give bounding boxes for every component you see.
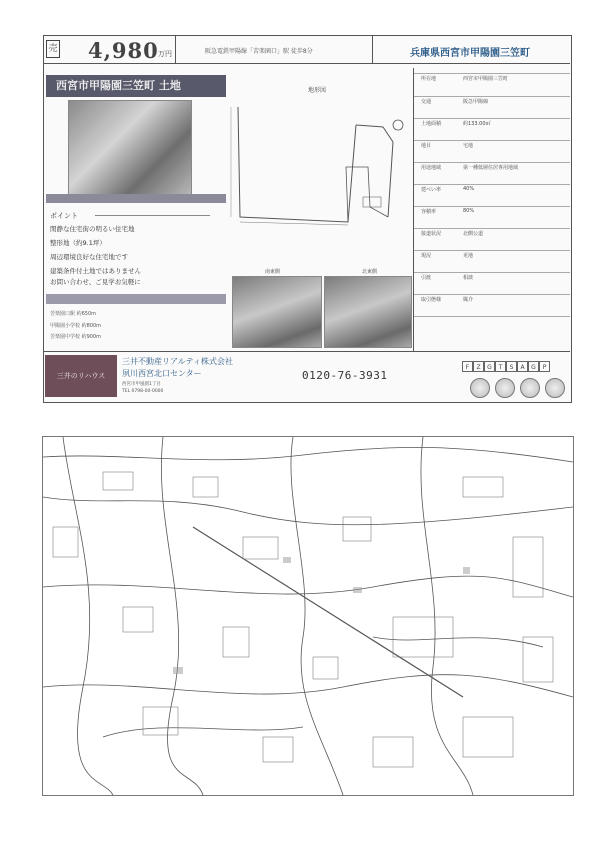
info-label: 所在地 — [421, 76, 437, 82]
nearby-band — [46, 294, 226, 304]
nearby-item: 苦楽園口駅 約650m — [50, 311, 97, 317]
nearby-item: 苦楽園中学校 約900m — [50, 334, 102, 340]
freecall-number: 0120-76-3931 — [302, 369, 388, 382]
code-cell: S — [506, 361, 517, 372]
info-label: 取引態様 — [421, 297, 442, 303]
code-cell: F — [462, 361, 473, 372]
photo-caption: 北東側 — [362, 269, 378, 275]
code-cell: G — [484, 361, 495, 372]
header-divider — [175, 35, 176, 63]
info-value: 阪急甲陽線 — [463, 99, 489, 105]
info-value: 80% — [463, 208, 475, 214]
info-label: 現況 — [421, 253, 432, 259]
nearby-item: 甲陽園小学校 約800m — [50, 323, 102, 329]
photo-caption-band — [46, 194, 226, 203]
info-value: 更地 — [463, 253, 474, 259]
info-value: 媒介 — [463, 297, 474, 303]
stamp-icon — [545, 378, 565, 398]
point-heading: ポイント — [50, 212, 78, 220]
info-label: 土地面積 — [421, 121, 442, 127]
info-label: 用途地域 — [421, 165, 442, 171]
point-item: お問い合わせ、ご見学お気軽に — [50, 278, 141, 286]
property-photo — [68, 100, 192, 196]
info-value: 西宮市甲陽園三笠町 — [463, 76, 509, 82]
price-unit: 万円 — [158, 50, 172, 58]
code-cell: T — [495, 361, 506, 372]
header-divider — [372, 35, 373, 63]
lot-plan-diagram — [228, 87, 413, 267]
code-cell: P — [539, 361, 550, 372]
code-grid — [462, 354, 567, 371]
table-divider — [413, 68, 414, 351]
info-label: 地目 — [421, 143, 432, 149]
location-title: 兵庫県西宮市甲陽園三笠町 — [410, 48, 530, 59]
info-value: 約133.00㎡ — [463, 121, 491, 127]
info-value: 北側公道 — [463, 231, 484, 237]
code-cell: Z — [473, 361, 484, 372]
info-label: 交通 — [421, 99, 432, 105]
site-photo-southeast — [232, 276, 322, 348]
code-cell: A — [517, 361, 528, 372]
info-label: 建ぺい率 — [421, 187, 442, 193]
point-item: 周辺環境良好な住宅地です — [50, 253, 128, 261]
brand-logo: 三井のリハウス — [45, 355, 117, 397]
point-item: 整形地（約9.1坪） — [50, 239, 106, 247]
area-map — [42, 436, 574, 796]
code-cell: G — [528, 361, 539, 372]
photo-caption: 南東側 — [265, 269, 281, 275]
address-line: 西宮市甲風園1丁目 — [122, 382, 161, 387]
info-value: 相談 — [463, 275, 474, 281]
property-info-table — [413, 68, 570, 351]
access-text: 阪急電鉄甲陽線「苦楽園口」駅 徒歩8分 — [205, 48, 313, 55]
price: 4,980 — [88, 38, 159, 63]
plan-title: 地形図 — [308, 87, 327, 94]
point-item: 閑静な住宅街の明るい住宅地 — [50, 225, 135, 233]
info-value: 宅地 — [463, 143, 474, 149]
info-label: 容積率 — [421, 209, 437, 215]
stamp-icon — [520, 378, 540, 398]
info-label: 引渡 — [421, 275, 432, 281]
office-name: 夙川西宮北口センター — [122, 369, 202, 378]
site-photo-northeast — [324, 276, 412, 348]
info-value: 40% — [463, 186, 475, 192]
point-item: 建築条件付土地ではありません — [50, 267, 141, 275]
info-label: 接道状況 — [421, 231, 442, 237]
listing-title: 西宮市甲陽園三笠町 土地 — [46, 75, 226, 97]
address-line: TEL 0798-00-0000 — [122, 389, 164, 394]
info-value: 第一種低層住居専用地域 — [463, 165, 519, 171]
stamp-icon — [495, 378, 515, 398]
sale-tag: 売 — [46, 40, 60, 58]
stamp-icon — [470, 378, 490, 398]
heading-rule — [95, 215, 210, 216]
company-name: 三井不動産リアルティ株式会社 — [122, 357, 234, 366]
